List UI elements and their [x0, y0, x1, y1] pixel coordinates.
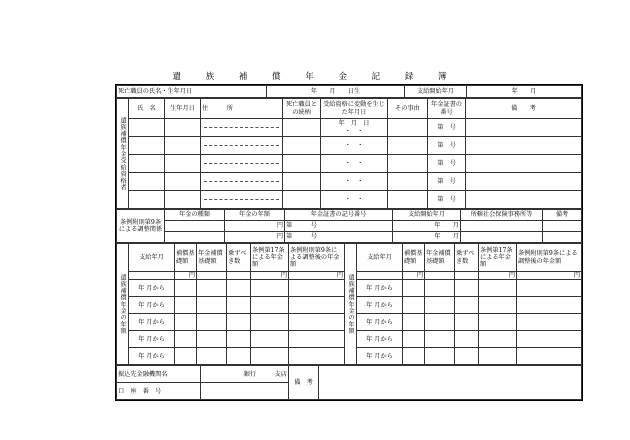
- amount-unit: 円: [225, 221, 285, 232]
- pay-month-cell: 年 月から: [129, 314, 175, 331]
- col-base-amount: 補償基礎額: [175, 244, 197, 272]
- col-relation: 死亡職員との続柄: [283, 99, 321, 119]
- address-dash-line: [204, 127, 279, 128]
- col-pension-base: 年金補償基礎額: [425, 244, 455, 272]
- pay-month-cell: 年 月から: [357, 297, 403, 314]
- date-dots: ・ ・: [321, 173, 388, 191]
- address-dash-line: [204, 145, 279, 146]
- yen-unit: 円: [479, 272, 517, 280]
- col-multiplier: 乗ずべき数: [455, 244, 479, 272]
- col-pay-month: 支給年月: [357, 244, 403, 272]
- col-adjusted-amount: 条例附則第9条による調整後の年金額: [517, 244, 582, 272]
- col-adj-remarks: 備考: [543, 210, 582, 221]
- header-table: [116, 85, 582, 98]
- pay-month-cell: 年 月から: [129, 331, 175, 348]
- col-office: 所轄社会保険事務所等: [461, 210, 543, 221]
- col-pension-base: 年金補償基礎額: [197, 244, 227, 272]
- start-month: 年 月: [393, 232, 461, 243]
- table-row: [117, 221, 582, 232]
- recipients-table: [116, 98, 582, 209]
- yen-unit: 円: [517, 272, 582, 280]
- annual-side-label-right: 遺族補償年金の年額: [345, 244, 357, 365]
- deceased-label: 死亡職員の氏名・生年月日: [117, 86, 267, 98]
- col-cert-number: 年金証書の番号: [428, 99, 466, 119]
- col-address: 住 所: [201, 99, 283, 119]
- date-dots: ・ ・: [321, 137, 388, 155]
- date-header: 年 月 日: [338, 120, 370, 128]
- payment-start-value: 年 月: [467, 86, 582, 98]
- amount-unit: 円: [225, 232, 285, 243]
- col-remarks: 備 考: [466, 99, 582, 119]
- table-row: [117, 232, 582, 243]
- table-row: [117, 173, 582, 191]
- pay-month-cell: 年 月から: [357, 348, 403, 365]
- col-multiplier: 乗ずべき数: [227, 244, 251, 272]
- col-pension-type: 年金の種類: [165, 210, 225, 221]
- footer-remarks-label: 備 考: [289, 366, 319, 400]
- col-start-month: 支給開始年月: [393, 210, 461, 221]
- yen-unit: 円: [175, 272, 197, 280]
- start-month: 年 月: [393, 221, 461, 232]
- adjustment-side-label: 条例附則第9条による調整関係: [117, 210, 165, 243]
- pay-month-cell: 年 月から: [129, 297, 175, 314]
- pay-month-cell: 年 月から: [129, 348, 175, 365]
- document-title: 遺 族 補 償 年 金 記 録 簿: [172, 72, 458, 82]
- col-change-date: 受給資格に変動を生じた年月日: [321, 99, 388, 119]
- address-dash-line: [204, 199, 279, 200]
- table-row: [117, 191, 582, 209]
- col-art17-amount: 条例第17条による年金額: [251, 244, 289, 272]
- cert-number: 第 号: [428, 119, 466, 137]
- bank-suffix: 銀行 支店: [201, 366, 289, 383]
- footer-table: [116, 365, 582, 400]
- col-cert-code: 年金証書の記号番号: [285, 210, 393, 221]
- pay-month-cell: 年 月から: [357, 280, 403, 297]
- cert-code: 第 号: [285, 221, 393, 232]
- cert-number: 第 号: [428, 137, 466, 155]
- col-name: 氏 名: [129, 99, 165, 119]
- cert-code: 第 号: [285, 232, 393, 243]
- col-adjusted-amount: 条例附則第9条による調整後の年金額: [289, 244, 345, 272]
- cert-number: 第 号: [428, 191, 466, 209]
- record-sheet: [115, 84, 583, 401]
- address-dash-line: [204, 163, 279, 164]
- address-dash-line: [204, 181, 279, 182]
- date-dots: ・ ・: [321, 155, 388, 173]
- pay-month-cell: 年 月から: [129, 280, 175, 297]
- col-birth: 生年月日: [165, 99, 201, 119]
- date-dots: ・ ・: [344, 127, 364, 135]
- bank-label: 振込先金融機関名: [117, 366, 201, 383]
- col-pay-month: 支給年月: [129, 244, 175, 272]
- col-pension-amount: 年金の年額: [225, 210, 285, 221]
- adjustment-table: [116, 209, 582, 243]
- pay-month-cell: 年 月から: [357, 314, 403, 331]
- date-dots: ・ ・: [321, 191, 388, 209]
- table-row: [117, 137, 582, 155]
- col-art17-amount: 条例第17条による年金額: [479, 244, 517, 272]
- cert-number: 第 号: [428, 155, 466, 173]
- yen-unit: 円: [403, 272, 425, 280]
- col-base-amount: 補償基礎額: [403, 244, 425, 272]
- pay-month-cell: 年 月から: [357, 331, 403, 348]
- account-label: 口 座 番 号: [117, 383, 201, 400]
- annual-table: [116, 243, 582, 365]
- col-reason: その事由: [388, 99, 428, 119]
- annual-side-label-left: 遺族補償年金の年額: [117, 244, 129, 365]
- payment-start-label: 支給開始年月: [405, 86, 467, 98]
- table-row: [117, 155, 582, 173]
- recipients-side-label: 遺族補償年金受給資格者: [117, 99, 129, 209]
- yen-unit: 円: [251, 272, 289, 280]
- yen-unit: 円: [289, 272, 345, 280]
- cert-number: 第 号: [428, 173, 466, 191]
- table-row: [117, 119, 582, 137]
- birth-date: 年 月 日生: [267, 86, 405, 98]
